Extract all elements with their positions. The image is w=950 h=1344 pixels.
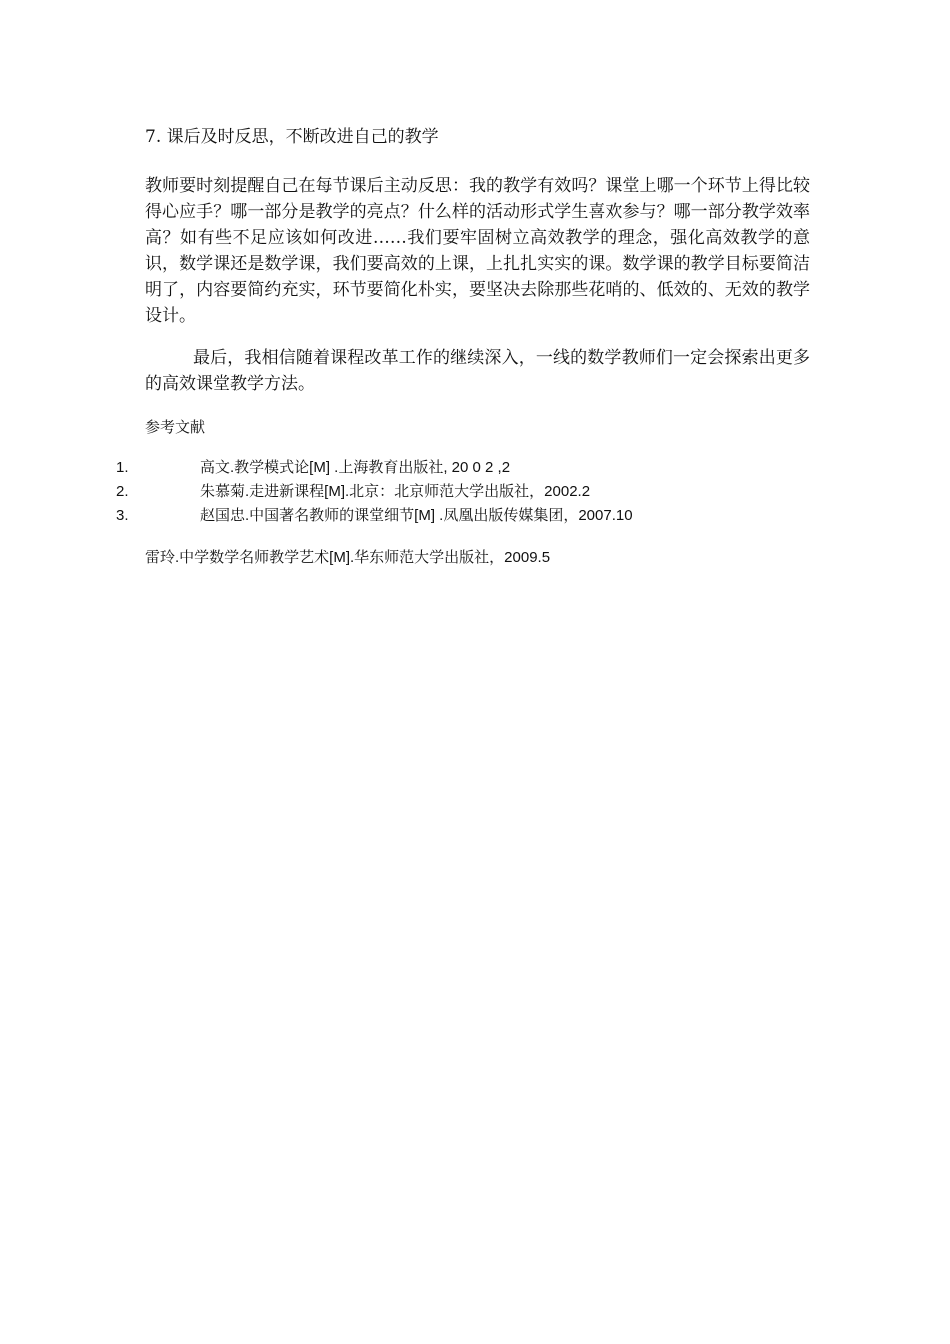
reference-item [0, 504, 950, 528]
reference-item [0, 480, 950, 504]
reference-text: 赵国忠.中国著名教师的课堂细节[M] .凤凰出版传媒集团，2007.10 [200, 507, 633, 524]
reference-list [0, 456, 950, 528]
reference-number: 2. [116, 483, 129, 500]
reference-number: 1. [116, 459, 129, 476]
reference-text: 朱慕菊.走进新课程[M].北京：北京师范大学出版社，2002.2 [200, 483, 591, 500]
reference-unnumbered: 雷玲.中学数学名师教学艺术[M].华东师范大学出版社，2009.5 [145, 549, 551, 566]
body-paragraph-reflection: 教师要时刻提醒自己在每节课后主动反思：我的教学有效吗？课堂上哪一个环节上得比较得心应手？哪一部分是教学的亮点？什么样的活动形式学生喜欢参与？哪一部分教学效率高？如有些不足应该如何改进……我们要牢固树立高效教学的理念，强化高效教学的意识，数学课还是数学课，我们要高效的上课，上扎扎实实的课。数学课的教学目标要简洁明了，内容要简约充实，环节要简化朴实，要坚决去除那些花哨的、低效的、无效的教学设计。 [145, 176, 810, 326]
body-paragraph-conclusion: 最后，我相信随着课程改革工作的继续深入，一线的数学教师们一定会探索出更多的高效课堂教学方法。 [145, 348, 810, 394]
reference-text: 高文.教学模式论[M] .上海教育出版社, 20 0 2 ,2 [200, 459, 511, 476]
reference-number: 3. [116, 507, 129, 524]
references-title: 参考文献 [145, 418, 206, 436]
section-heading: 7. 课后及时反思，不断改进自己的教学 [145, 127, 439, 147]
reference-item [0, 456, 950, 480]
